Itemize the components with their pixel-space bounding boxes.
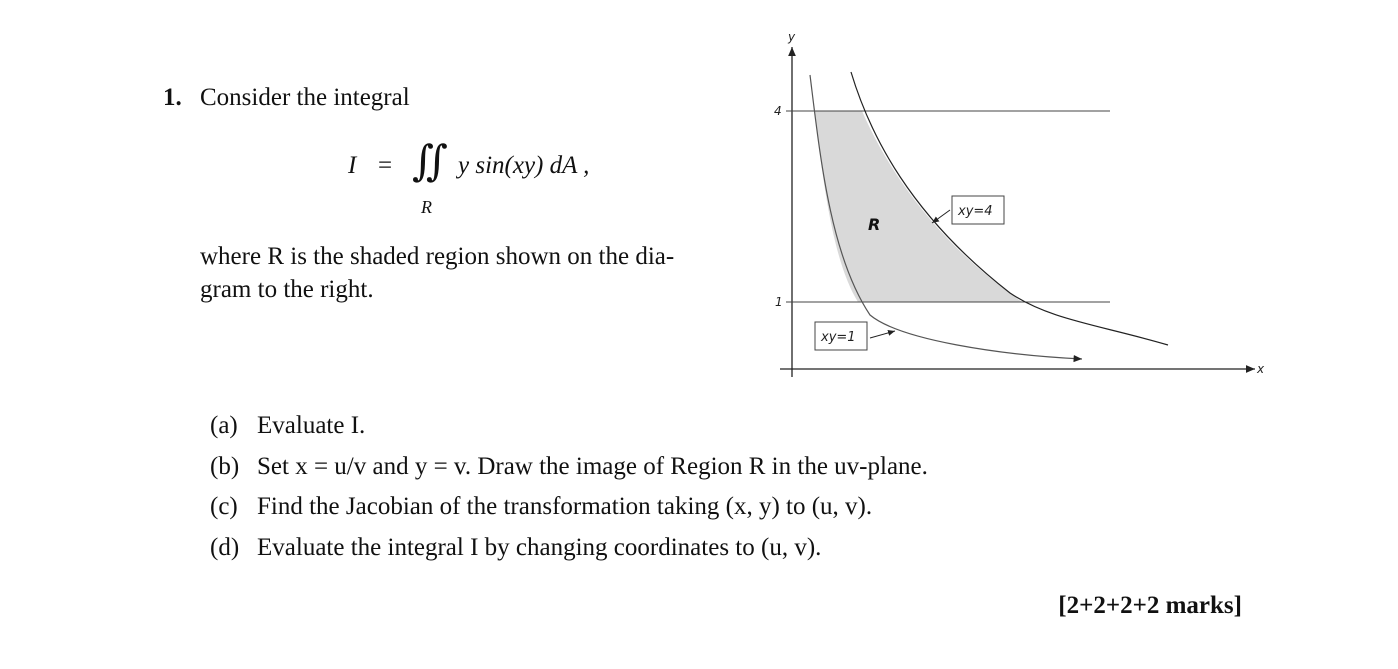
integrand: y sin(xy) dA , — [458, 152, 590, 179]
part-label: (b) — [210, 452, 240, 480]
region-description — [200, 240, 770, 306]
part-label: (c) — [210, 493, 238, 520]
x-axis-label: x — [1257, 362, 1265, 376]
curve-label-xy4: xy=4 — [958, 204, 993, 219]
equation-lhs: I — [348, 152, 357, 179]
region-description-line-1: where R is the shaded region shown on the dia- — [200, 243, 675, 270]
pointer-arrow-xy1 — [870, 331, 895, 338]
y-axis-label: y — [788, 30, 796, 44]
integral-equation — [348, 139, 648, 222]
curve-label-xy1: xy=1 — [821, 330, 856, 345]
y-tick-label-1: 1 — [775, 295, 783, 309]
marks-allocation: [2+2+2+2 marks] — [1058, 592, 1242, 619]
pointer-arrow-xy4 — [932, 210, 950, 223]
part-label: (d) — [210, 533, 240, 561]
region-diagram — [760, 25, 1280, 385]
region-r-label: R — [868, 215, 881, 234]
integral-region-subscript: R — [421, 197, 432, 217]
equals-sign: = — [378, 152, 393, 179]
part-label: (a) — [210, 412, 238, 439]
region-description-line-2: gram to the right. — [200, 276, 374, 303]
double-integral-symbol: ∬ — [412, 139, 438, 185]
question-number: 1. — [163, 84, 182, 111]
y-tick-label-4: 4 — [774, 104, 782, 118]
part-text: Evaluate I. — [257, 412, 366, 439]
question-intro: Consider the integral — [200, 84, 410, 111]
part-text: Set x = u/v and y = v. Draw the image of Region R in the uv-plane. — [257, 452, 928, 480]
part-text: Evaluate the integral I by changing coordinates to (u, v). — [257, 533, 822, 561]
part-text: Find the Jacobian of the transformation taking (x, y) to (u, v). — [257, 493, 873, 520]
